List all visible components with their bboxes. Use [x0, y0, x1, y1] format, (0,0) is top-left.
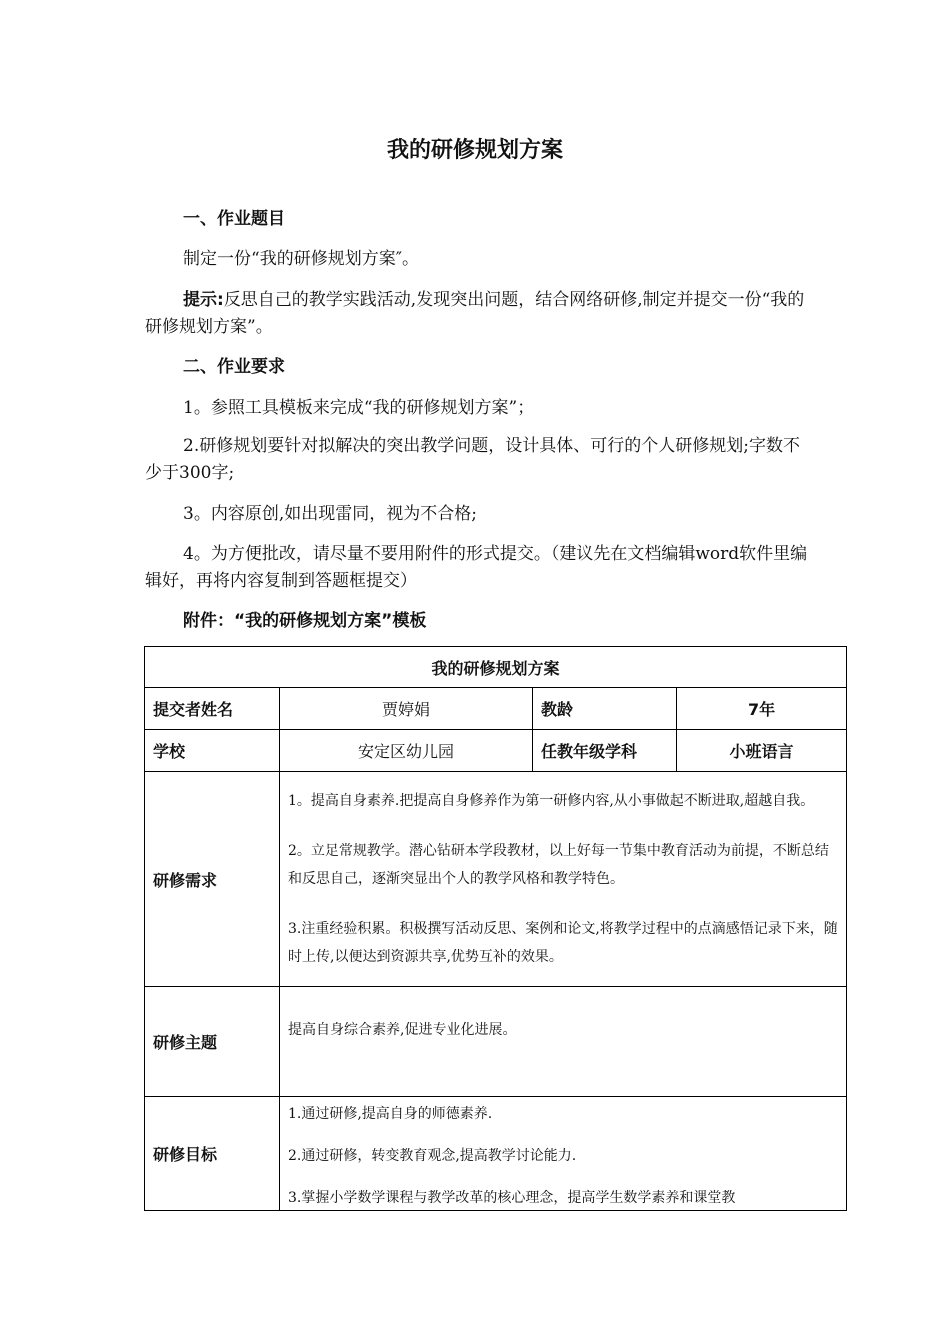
teaching-years-value: 7年: [677, 688, 847, 730]
section2-heading: 二、作业要求: [183, 357, 285, 377]
attachment-heading: 附件：“我的研修规划方案”模板: [183, 611, 427, 631]
goal-item: 2.通过研修，转变教育观念,提高教学讨论能力.: [288, 1148, 577, 1164]
name-value: 贾婷娟: [280, 688, 533, 730]
table-title: 我的研修规划方案: [145, 647, 847, 688]
theme-content: [280, 987, 847, 1097]
document-title: 我的研修规划方案: [386, 138, 563, 163]
goal-item: 3.掌握小学数学课程与教学改革的核心理念，提高学生数学素养和课堂教: [288, 1190, 736, 1206]
needs-item: 2。立足常规教学。潜心钻研本学段教材，以上好每一节集中教育活动为前提，不断总结和反思自己，逐渐突显出个人的教学风格和教学特色。: [288, 843, 829, 887]
school-label: 学校: [145, 730, 280, 772]
school-value: 安定区幼儿园: [280, 730, 533, 772]
needs-item: 3.注重经验积累。积极撰写活动反思、案例和论文,将教学过程中的点滴感悟记录下来，随时上传,以便达到资源共享,优势互补的效果。: [288, 921, 838, 965]
task-text: 制定一份“我的研修规划方案″。: [183, 249, 420, 269]
hint-paragraph: [145, 287, 810, 341]
plan-table: [144, 646, 847, 1211]
goals-label: 研修目标: [145, 1097, 280, 1211]
theme-value: 提高自身综合素养,促进专业化进展。: [288, 1021, 517, 1038]
theme-label: 研修主题: [145, 987, 280, 1097]
hint-label: 提示:: [183, 290, 224, 310]
requirement-2: 2.研修规划要针对拟解决的突出教学问题，设计具体、可行的个人研修规划;字数不少于300字;: [145, 436, 800, 483]
hint-text: 反思自己的教学实践活动,发现突出问题，结合网络研修,制定并提交一份“我的研修规划方案”。: [145, 290, 805, 337]
name-label: 提交者姓名: [145, 688, 280, 730]
teaching-years-label: 教龄: [533, 688, 677, 730]
grade-subject-label: 任教年级学科: [533, 730, 677, 772]
requirement-4: 4。为方便批改，请尽量不要用附件的形式提交。（建议先在文档编辑word软件里编辑好，再将内容复制到答题框提交）: [145, 544, 808, 591]
section1-heading: 一、作业题目: [183, 209, 285, 229]
grade-subject-value: 小班语言: [677, 730, 847, 772]
requirement-1: 1。参照工具模板来完成“我的研修规划方案”；: [183, 398, 535, 418]
requirement-3: 3。内容原创,如出现雷同，视为不合格;: [183, 504, 477, 524]
goal-item: 1.通过研修,提高自身的师德素养.: [288, 1106, 493, 1122]
goals-content: [280, 1097, 847, 1211]
needs-content: [280, 772, 847, 987]
needs-item: 1。提高自身素养.把提高自身修养作为第一研修内容,从小事做起不断进取,超越自我。: [288, 793, 815, 809]
needs-label: 研修需求: [145, 772, 280, 987]
